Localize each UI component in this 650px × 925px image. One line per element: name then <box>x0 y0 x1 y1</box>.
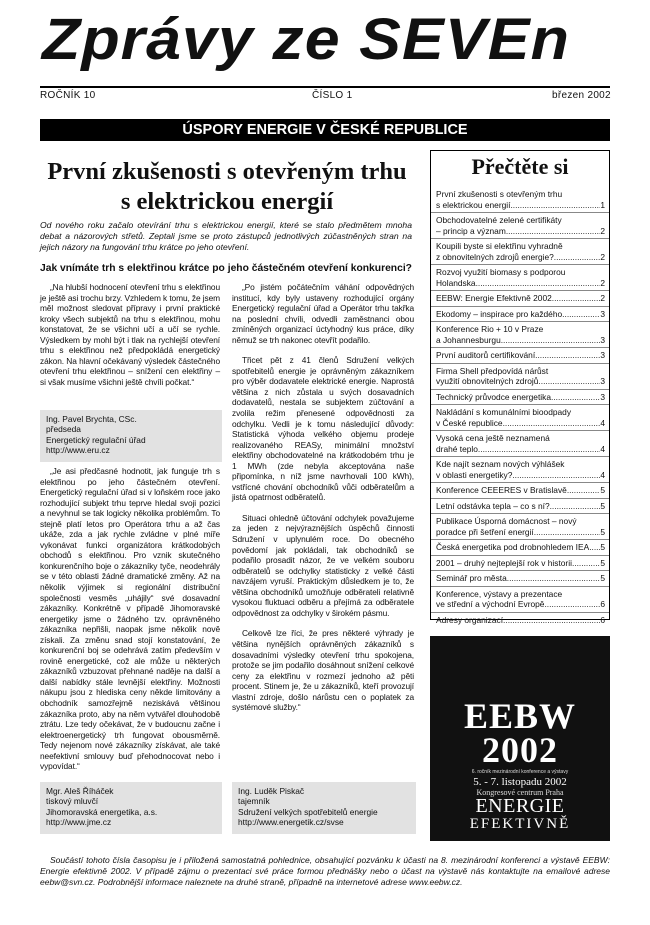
dot-leader <box>554 252 601 263</box>
contents-item[interactable] <box>431 482 609 498</box>
contents-item[interactable] <box>431 570 609 586</box>
contents-item-page: 5 <box>600 485 605 495</box>
eebw-energie: ENERGIE <box>475 795 565 817</box>
dot-leader <box>503 418 601 429</box>
contents-item-title: Adresy organizací <box>436 614 504 625</box>
quote-piskac-1: „Po jistém počátečním váhání odpovědných institucí, kdy byly ustaveny rozhodující orgány Energetický regulační úřad a Operátor trhu takřka na poslední chvíli, odvedli zaměstnanci obou zmíněných organizací úctyhodný kus práce, díky němuž se trh nakonec otevřít podařilo. <box>232 282 414 345</box>
contents-item-page: 4 <box>600 469 605 480</box>
dot-leader <box>550 501 601 512</box>
eebw-logo-text: EEBW <box>463 696 577 736</box>
contents-item-title: ve střední a východní Evropě <box>436 599 545 609</box>
sig-org: Energetický regulační úřad <box>46 434 146 445</box>
contents-item-title: v oblasti energetiky? <box>436 469 513 480</box>
contents-item-row <box>436 278 605 289</box>
sig-role: tajemník <box>238 796 270 807</box>
contents-item-title: Nakládání s komunálními bioodpady <box>436 407 572 417</box>
contents-item-page: 3 <box>600 391 605 402</box>
dot-leader <box>476 278 601 289</box>
issue-number: ČÍSLO 1 <box>312 90 353 101</box>
article-title <box>36 157 418 217</box>
contents-item-page: 3 <box>600 350 605 360</box>
contents-item-row <box>436 542 605 553</box>
contents-item[interactable] <box>431 498 609 514</box>
contents-item[interactable] <box>431 347 609 363</box>
masthead: Zprávy ze SEVEn <box>42 7 570 72</box>
contents-item-page: 2 <box>600 277 605 288</box>
contents-list <box>431 187 609 627</box>
contents-item-row <box>436 335 605 346</box>
column-1-top <box>40 282 220 387</box>
contents-item-row <box>436 252 605 263</box>
dot-leader <box>567 485 601 496</box>
contents-item-title: Konference CEEERES v Bratislavě <box>436 485 567 495</box>
contents-item-title: První auditorů certifikování <box>436 350 536 360</box>
contents-item-row <box>436 599 605 610</box>
contents-item-row <box>436 200 605 211</box>
dot-leader <box>501 335 601 346</box>
contents-item-page: 2 <box>600 225 605 236</box>
contents-item-page: 5 <box>600 542 605 552</box>
contents-item-row <box>436 309 605 320</box>
contents-item-page: 5 <box>600 573 605 583</box>
contents-sidebar <box>430 150 610 625</box>
contents-item[interactable] <box>431 212 609 238</box>
contents-item-title: Publikace Úsporná domácnost – nový <box>436 516 577 526</box>
signature-piskac <box>232 782 416 834</box>
contents-item-title: poradce při šetření energií <box>436 526 534 537</box>
contents-item-title: Vysoká cena ještě neznamená <box>436 433 550 443</box>
contents-item[interactable] <box>431 290 609 306</box>
eebw-subtitle: 6. ročník mezinárodní konference a výstavy <box>471 769 569 775</box>
contents-item-title: Konference, výstavy a prezentace <box>436 588 563 599</box>
column-2 <box>232 282 414 713</box>
issue-volume: ROČNÍK 10 <box>40 90 96 101</box>
eebw-efektivne: EFEKTIVNĚ <box>469 816 571 832</box>
contents-item-row <box>436 470 605 481</box>
dot-leader <box>562 309 600 320</box>
contents-item-title: Seminář pro města <box>436 573 507 583</box>
sig-name: Ing. Luděk Piskač <box>238 786 305 796</box>
contents-item-page: 5 <box>600 526 605 537</box>
quote-piskac-3: Situaci ohledně účtování odchylek považujeme za jeden z nejvýraznějších úspěchů činnosti Sdružení v uplynulém roce. Do obecného povědomí jak pokládali, tak obchodníků se podařilo prosadit názor, že ve velkém souboru odběratelů se odchylky statisticky z velké části navzájem vyruší. Praktickým důsledkem je to, že většina obchodníků umožňuje odběrateli relativně vysokou fluktuaci odběru a přejímá za odběratele odpovědnost za odchylky v širokém pásmu. <box>232 512 414 618</box>
contents-item[interactable] <box>431 513 609 539</box>
contents-item-page: 6 <box>600 614 605 625</box>
masthead-rule <box>40 86 610 88</box>
contents-item-row <box>436 376 605 387</box>
quote-rihacek: „Je asi předčasné hodnotit, jak funguje trh s elektřinou po jeho částečném otevření. Energetický regulační úřad si v loňském roce jako rozhodující subjekt trhu teprve hledal svoji pozici a nevyhnul se tak logicky několika problémům. To stejně platí letos pro Operátora trhu a až čas ukáže, zda a jak rychle zvládne v plné míře vykonávat funkci organizátora krátkodobých obchodů s elektřinou. Pro vznik skutečného konkurenčního boje o zákazníky tyče, neodehrály se v této oblasti žádné dramatické změny. Až na několik výjimek si regionální distribuční společnosti vesměs „uhájily“ své dosavadní zákazníky. Konkrétně v případě Jihomoravské energetiky jsme o žádného tzv. oprávněného zákazníka nepřišli, naopak jsme několik nově získali. Za změnu snad stojí konstatování, že konkurenční boj se odehrává zatím především v rovině energetické, což ale může u některých zákazníků vzbuzovat přehnané naděje na další a další nabídky stále levnější elektřiny. Možnosti nákupu jsou z hlediska ceny někde limitovány a obchodník samozřejmě neziskává většinou zákazníka proto, aby na něm vytvářel dlouhodobě ztrátu. Lze tedy očekávat, že v budoucnu začne i elektroenergetický trh fungovat obousměrně. Tedy nejenom nové zákazníky získávat, ale také neefektivní smlouvy buď přehodnocovat nebo i vypovídat.“ <box>40 466 220 772</box>
sig-org: Jihomoravská energetika, a.s. <box>46 806 158 817</box>
footer-text: Součástí tohoto čísla časopisu je i přiložená samostatná pohlednice, obsahující pozvánku k účasti na 8. mezinárodní konferenci a výstavě EEBW: Energie efektivně 2002. V případě zájmu o prezentaci své práce formou přednášky nebo o účast na výstavě nás kontaktujte na emailové adrese eebw@svn.cz. Podrobnější informace naleznete na druhé straně, případně na internetové adrese www.eebw.cz. <box>40 855 610 887</box>
section-banner: ÚSPORY ENERGIE V ČESKÉ REPUBLICE <box>40 119 610 141</box>
contents-item-title: drahé teplo <box>436 443 478 454</box>
dot-leader <box>538 376 600 387</box>
dot-leader <box>478 444 600 455</box>
quote-piskac-4: Celkově lze říci, že pres některé výhrady je většina nynějších oprávněných zákazníků s dosavadními výsledky otevření trhu spokojena, protože se jim podařilo dosáhnout snížení celkové ceny za elektřinu v rozmezí jednoho až pěti procent. Stinem je, že u zákazníků, kteří provozují vlastní zdroje, došlo nárůstu cen o poplatek za systémové služby.“ <box>232 628 414 713</box>
contents-item-row <box>436 350 605 361</box>
contents-item-row <box>436 392 605 403</box>
contents-item-page: 2 <box>600 251 605 262</box>
contents-item-page: 3 <box>600 308 605 319</box>
sig-org: Sdružení velkých spotřebitelů energie <box>238 806 378 817</box>
contents-title: Přečtěte si <box>471 154 569 179</box>
dot-leader <box>589 542 600 553</box>
column-1-bottom <box>40 466 220 772</box>
contents-item[interactable] <box>431 306 609 322</box>
contents-item-title: Česká energetika pod drobnohledem IEA <box>436 542 590 552</box>
contents-item[interactable] <box>431 238 609 264</box>
contents-item-title: Rozvoj využití biomasy s podporou <box>436 267 566 277</box>
contents-item-row <box>436 418 605 429</box>
signature-rihacek <box>40 782 222 834</box>
dot-leader <box>572 558 600 569</box>
contents-item[interactable] <box>431 363 609 389</box>
contents-item[interactable] <box>431 389 609 405</box>
sig-role: předseda <box>46 424 81 435</box>
eebw-advert[interactable] <box>430 636 610 841</box>
contents-item-row <box>436 558 605 569</box>
sig-url[interactable]: http://www.energetik.cz/svse <box>238 817 344 828</box>
contents-item-page: 2 <box>600 293 605 303</box>
contents-item-title: z obnovitelných zdrojů energie? <box>436 251 554 262</box>
quote-piskac-2: Třicet pět z 41 členů Sdružení velkých spotřebitelů energie je oprávněným zákazníkem pro výběr dodavatele elektrické energie. Naprostá většina z nich zůstala u svých dosavadních dodavatelů, nestala se subjektem zúčtování a zvolila režim přenesené odpovědnosti za odchylku. Vedli je k tomu následující důvody: Statistická výhoda velkého objemu prodeje realizovaného REASy, minimální množství elektřiny obchodovatelné na krátkodobém trhu je 1 MWh (zde nebyla akceptována naše připomínka, n níž jsme navrhovali 100 kWh), vstřícné chování obchodníků vůči odběratelům a jistá opatrnost odběratelů. <box>232 355 414 503</box>
contents-item-page: 6 <box>600 599 605 609</box>
contents-item-title: Holandska <box>436 277 476 288</box>
issue-date: březen 2002 <box>552 90 611 101</box>
contents-item-row <box>436 527 605 538</box>
contents-item-title: využití obnovitelných zdrojů <box>436 376 539 386</box>
footer-note <box>40 855 610 888</box>
contents-item-title: Firma Shell předpovídá nárůst <box>436 365 549 376</box>
contents-item-title: EEBW: Energie Efektivně 2002 <box>436 293 552 303</box>
article-question: Jak vnímáte trh s elektřinou krátce po jeho částečném otevření konkurenci? <box>40 263 412 274</box>
eebw-dates: 5. - 7. listopadu 2002 <box>473 776 567 788</box>
contents-item[interactable] <box>431 555 609 571</box>
contents-item-title: Koupili byste si elektřinu vyhradně <box>436 241 563 251</box>
dot-leader <box>503 615 600 626</box>
contents-item[interactable] <box>431 586 609 612</box>
dot-leader <box>535 350 600 361</box>
contents-item-title: Obchodovatelné zelené certifikáty <box>436 215 562 225</box>
article-intro: Od nového roku začalo otevírání trhu s elektrickou energií, které se stalo předmětem mnoha debat a názorových střetů. Zeptali jsme se proto zástupců jednotlivých zúčastněných stran na jejich názory na fungování trhu krátce po jeho otevření. <box>40 220 412 252</box>
dot-leader <box>507 573 601 584</box>
dot-leader <box>552 293 601 304</box>
contents-item-row <box>436 573 605 584</box>
sig-url[interactable]: http://www.eru.cz <box>46 445 110 456</box>
article-title-line2: s elektrickou energií <box>120 188 334 215</box>
dot-leader <box>544 599 600 610</box>
contents-item-title: s elektrickou energií <box>436 199 511 210</box>
contents-item-title: Ekodomy – inspirace pro každého <box>436 308 563 319</box>
signature-brychta <box>40 410 222 462</box>
eebw-venue: Kongresové centrum Praha <box>476 788 564 797</box>
contents-item-row <box>436 501 605 512</box>
eebw-year: 2002 <box>482 730 558 770</box>
contents-item-page: 3 <box>600 334 605 345</box>
contents-item-page: 3 <box>600 376 605 386</box>
contents-item-title: a Johannesburgu <box>436 334 501 345</box>
contents-item-page: 5 <box>600 500 605 511</box>
contents-item-row <box>436 444 605 455</box>
contents-item[interactable] <box>431 187 609 212</box>
contents-item-page: 1 <box>600 199 605 210</box>
sig-role: tiskový mluvčí <box>46 796 99 807</box>
contents-item-row <box>436 293 605 304</box>
dot-leader <box>551 392 600 403</box>
contents-item-title: Kde najít seznam nových výhlášek <box>436 459 565 469</box>
contents-item-title: Konference Rio + 10 v Praze <box>436 324 544 334</box>
contents-item[interactable] <box>431 321 609 347</box>
dot-leader <box>510 200 600 211</box>
article-title-line1: První zkušenosti s otevřeným trhu <box>47 158 407 185</box>
contents-item-page: 5 <box>600 557 605 568</box>
contents-item-title: 2001 – druhý nejteplejší rok v historii <box>436 557 572 568</box>
contents-item[interactable] <box>431 404 609 430</box>
contents-item-title: – princip a význam <box>436 225 506 236</box>
contents-item-page: 4 <box>600 417 605 428</box>
contents-item-title: Letní odstávka tepla – co s ní? <box>436 500 550 511</box>
sig-name: Mgr. Aleš Říháček <box>46 786 114 796</box>
contents-item[interactable] <box>431 264 609 290</box>
sig-name: Ing. Pavel Brychta, CSc. <box>46 414 137 424</box>
contents-item[interactable] <box>431 539 609 555</box>
contents-item-row <box>436 226 605 237</box>
contents-item[interactable] <box>431 456 609 482</box>
sig-url[interactable]: http://www.jme.cz <box>46 817 112 828</box>
contents-item-title: První zkušenosti s otevřeným trhu <box>436 189 563 199</box>
contents-item-row <box>436 485 605 496</box>
dot-leader <box>506 226 601 237</box>
contents-item-page: 4 <box>600 443 605 454</box>
contents-item[interactable] <box>431 612 609 628</box>
quote-brychta: „Na hlubší hodnocení otevření trhu s elektřinou je ještě asi trochu brzy. Vzhledem k tomu, že jsem měl možnost sledovat přípravy i první praktické kroky všech subjektů na trhu s elektřinou, mohu konstatovat, že se všichni učí a učí se rychle. Výsledkem by mohl být i tlak na rychlejší otevření trhu s elektřinou než předpokládá energetický zákon. Na hlavní očekávaný výsledek částečného otevření trhu elektřinou – snížení cen elektřiny – si však musíme všichni ještě chvíli počkat.“ <box>40 282 220 387</box>
contents-item-row <box>436 615 605 626</box>
dot-leader <box>512 470 600 481</box>
contents-item[interactable] <box>431 430 609 456</box>
dot-leader <box>534 527 601 538</box>
contents-item-title: v České republice <box>436 417 503 428</box>
contents-item-title: Technický průvodce energetika <box>436 391 551 402</box>
